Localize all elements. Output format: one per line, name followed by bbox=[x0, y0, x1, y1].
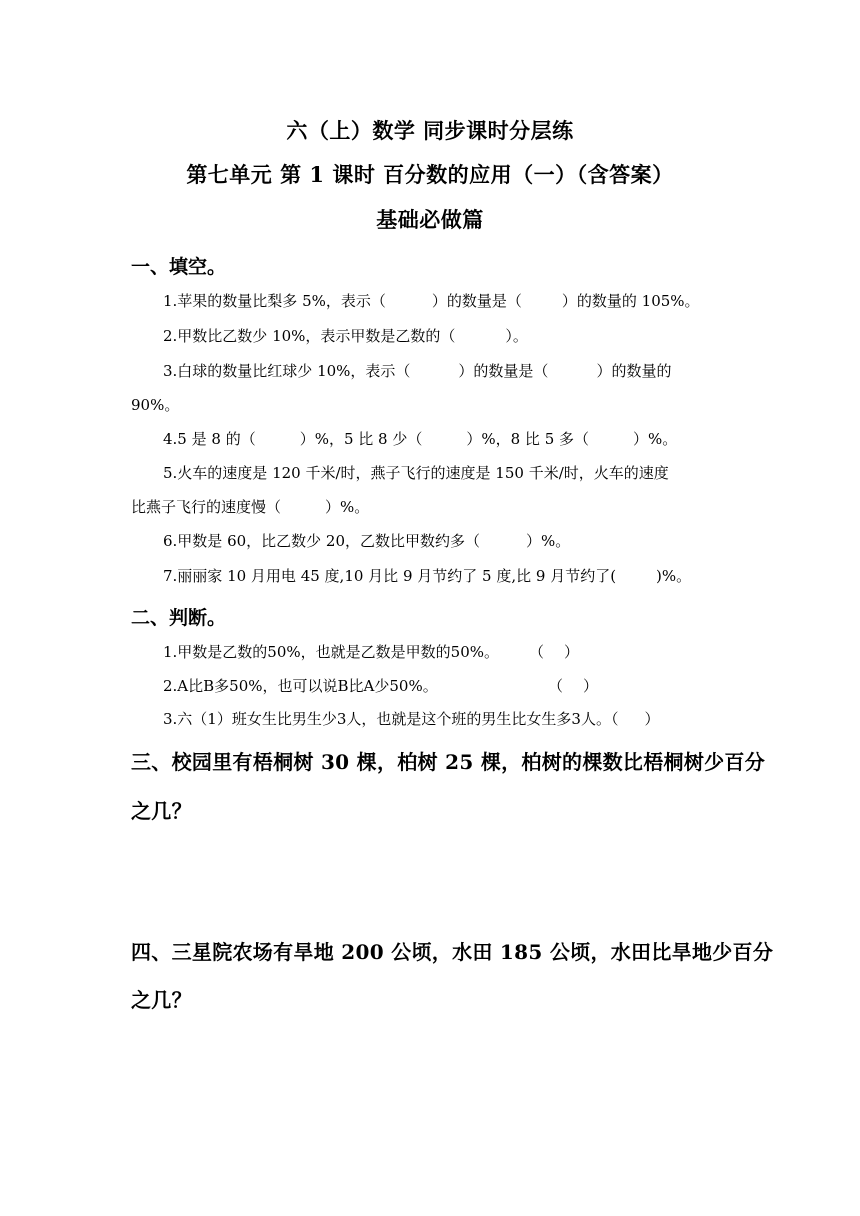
level-title: 基础必做篇 bbox=[376, 207, 484, 232]
judge-q2-close: ） bbox=[583, 677, 599, 695]
judge-q3-close: ） bbox=[644, 710, 660, 728]
fill-question-6 bbox=[163, 530, 570, 551]
judge-q1-close: ） bbox=[564, 643, 580, 661]
word-problem-4-line2: 之几？ bbox=[131, 988, 192, 1012]
judge-q3-text: 3.六（1）班女生比男生少3人，也就是这个班的男生比女生多3人。（ bbox=[163, 710, 619, 728]
fill-question-2 bbox=[163, 325, 528, 346]
fill-question-7 bbox=[163, 565, 691, 586]
fill-q3-text-a: 3.白球的数量比红球少 10%，表示（ bbox=[163, 362, 411, 380]
fill-q1-text-a: 1.苹果的数量比梨多 5%，表示（ bbox=[163, 292, 386, 310]
judge-q2-open: （ bbox=[548, 677, 564, 695]
section-judge-heading: 二、判断。 bbox=[131, 607, 227, 629]
fill-q2-text-a: 2.甲数比乙数少 10%，表示甲数是乙数的（ bbox=[163, 327, 456, 345]
fill-q3-text-c: ）的数量的 bbox=[596, 362, 672, 380]
fill-q6-text-a: 6.甲数是 60，比乙数少 20，乙数比甲数约多（ bbox=[163, 532, 481, 550]
judge-q1-text: 1.甲数是乙数的50%，也就是乙数是甲数的50%。 bbox=[163, 643, 499, 661]
judge-q2-text: 2.A比B多50%，也可以说B比A少50%。 bbox=[163, 677, 438, 695]
fill-question-5-cont bbox=[131, 496, 369, 517]
fill-q4-text-c: ）%，8 比 5 多（ bbox=[466, 430, 590, 448]
fill-question-3-cont: 90%。 bbox=[131, 396, 180, 414]
lesson-title: 第七单元 第 1 课时 百分数的应用（一）（含答案） bbox=[186, 162, 674, 187]
worksheet-title: 六（上）数学 同步课时分层练 bbox=[286, 118, 574, 143]
fill-question-4 bbox=[163, 428, 677, 449]
fill-q4-text-a: 4.5 是 8 的（ bbox=[163, 430, 256, 448]
word-problem-3-line1: 三、校园里有梧桐树 30 棵，柏树 25 棵，柏树的棵数比梧桐树少百分 bbox=[131, 750, 766, 774]
judge-question-1 bbox=[163, 641, 579, 662]
judge-question-2 bbox=[163, 675, 598, 696]
fill-q1-text-b: ）的数量是（ bbox=[431, 292, 522, 310]
judge-q1-open: （ bbox=[529, 643, 545, 661]
judge-question-3 bbox=[163, 708, 659, 729]
fill-q3-text-b: ）的数量是（ bbox=[458, 362, 549, 380]
fill-question-1 bbox=[163, 290, 700, 311]
fill-q4-text-d: ）%。 bbox=[633, 430, 678, 448]
section-fill-blank-heading: 一、填空。 bbox=[131, 256, 227, 278]
fill-q5-text-b: 比燕子飞行的速度慢（ bbox=[131, 498, 282, 516]
fill-q7-text-b: )%。 bbox=[656, 567, 692, 585]
fill-q1-text-c: ）的数量的 105%。 bbox=[561, 292, 700, 310]
word-problem-3-line2: 之几？ bbox=[131, 799, 192, 823]
fill-q5-text-c: ）%。 bbox=[325, 498, 370, 516]
fill-q7-text-a: 7.丽丽家 10 月用电 45 度,10 月比 9 月节约了 5 度,比 9 月节约了( bbox=[163, 567, 617, 585]
fill-q2-text-b: ）。 bbox=[505, 327, 528, 345]
word-problem-4-line1: 四、三星院农场有旱地 200 公顷，水田 185 公顷，水田比旱地少百分 bbox=[131, 940, 774, 964]
fill-q6-text-b: ）%。 bbox=[526, 532, 571, 550]
fill-q4-text-b: ）%，5 比 8 少（ bbox=[299, 430, 423, 448]
fill-question-5: 5.火车的速度是 120 千米/时，燕子飞行的速度是 150 千米/时，火车的速度 bbox=[163, 464, 669, 482]
fill-question-3 bbox=[163, 360, 671, 381]
